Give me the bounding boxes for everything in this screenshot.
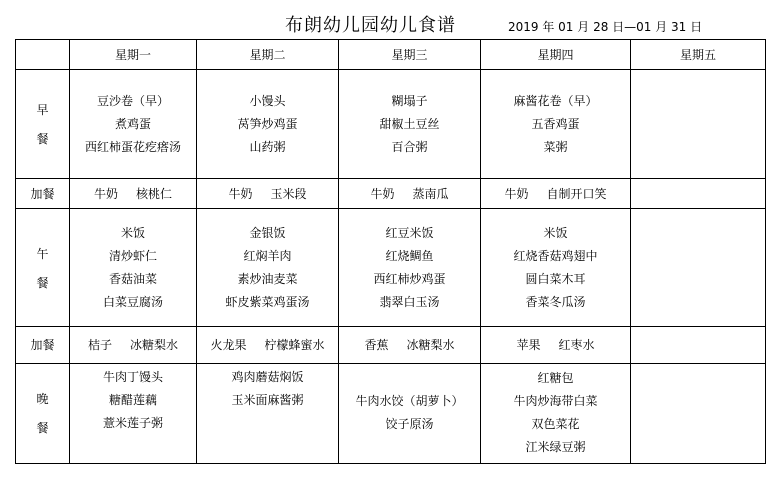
meal-label-char: 午 [36,246,49,261]
menu-cell [631,70,766,179]
menu-cell [481,363,631,463]
dish: 香菜冬瓜汤 [525,294,586,309]
meal-label-char: 餐 [36,421,49,436]
dish: 牛肉水饺（胡萝卜） [355,394,464,409]
menu-cell [339,326,481,363]
day-header: 星期五 [631,40,766,70]
dish: 糊塌子 [391,93,428,108]
snack2-row [16,326,766,363]
menu-cell [70,70,197,179]
dish: 小馒头 [249,93,286,108]
menu-cell [197,209,339,326]
dish: 米饭 [543,225,568,240]
dish: 清炒虾仁 [108,248,157,263]
dish: 自制开口笑 [546,187,607,202]
menu-cell [197,326,339,363]
dish: 圆白菜木耳 [525,271,586,286]
menu-cell [339,209,481,326]
meal-label-char: 晚 [36,392,49,407]
meal-label-dinner [16,363,70,463]
dish: 薏米莲子粥 [102,415,163,430]
dish: 牛奶 [228,187,253,202]
meal-label-char: 餐 [36,275,49,290]
dish: 白菜豆腐汤 [102,294,163,309]
dish: 牛奶 [93,187,118,202]
dish: 米饭 [120,225,145,240]
dish: 莴笋炒鸡蛋 [237,116,298,131]
dish: 牛肉丁馒头 [102,369,163,384]
menu-cell [70,363,197,463]
menu-cell [339,363,481,463]
menu-table [15,39,766,464]
dish: 糖醋莲藕 [108,392,157,407]
menu-cell [197,70,339,179]
corner-cell [16,40,70,70]
dish: 西红柿炒鸡蛋 [373,271,446,286]
dish: 香菇油菜 [108,271,157,286]
day-header: 星期四 [481,40,631,70]
dish: 柠檬蜂蜜水 [264,338,325,353]
dish: 金银饭 [249,225,286,240]
dish: 五香鸡蛋 [531,116,580,131]
day-header: 星期三 [339,40,481,70]
dish: 百合粥 [391,139,428,154]
dish: 牛奶 [504,187,529,202]
dish: 菜粥 [543,139,568,154]
meal-label-snack: 加餐 [16,326,70,363]
dish: 麻酱花卷（早） [513,93,598,108]
meal-label-breakfast [16,70,70,179]
dish: 红烧香菇鸡翅中 [513,248,598,263]
date-range: 2019 年 01 月 28 日—01 月 31 日 [508,20,703,34]
dish: 核桃仁 [136,187,173,202]
dish: 牛奶 [370,187,395,202]
menu-cell [70,209,197,326]
dish: 红豆米饭 [385,225,434,240]
dish: 红焖羊肉 [243,248,292,263]
menu-cell [339,70,481,179]
dish: 豆沙卷（早） [96,93,169,108]
menu-cell [631,326,766,363]
dish: 红烧鲷鱼 [385,248,434,263]
menu-cell [481,209,631,326]
day-header: 星期一 [70,40,197,70]
page-title: 布朗幼儿园幼儿食谱 [285,15,456,36]
dish: 鸡肉蘑菇焖饭 [231,369,304,384]
dish: 红糖包 [537,371,574,386]
menu-cell [197,363,339,463]
dish: 牛肉炒海带白菜 [513,394,598,409]
menu-cell [70,179,197,209]
dish: 饺子原汤 [385,417,434,432]
menu-cell [631,209,766,326]
meal-label-snack: 加餐 [16,179,70,209]
menu-cell [631,363,766,463]
dish: 冰糖梨水 [406,338,455,353]
meal-label-char: 早 [36,103,49,118]
dish: 桔子 [87,338,112,353]
meal-label-char: 餐 [36,132,49,147]
dish: 冰糖梨水 [130,338,179,353]
menu-cell [481,179,631,209]
dish: 素炒油麦菜 [237,271,298,286]
dish: 玉米段 [270,187,307,202]
dinner-row [16,363,766,463]
snack1-row [16,179,766,209]
dish: 江米绿豆粥 [525,440,586,455]
dish: 煮鸡蛋 [114,116,151,131]
dish: 苹果 [516,338,541,353]
menu-cell [339,179,481,209]
dish: 山药粥 [249,139,286,154]
dish: 甜椒土豆丝 [379,116,440,131]
dish: 西红柿蛋花疙瘩汤 [84,139,181,154]
menu-cell [631,179,766,209]
meal-label-lunch [16,209,70,326]
dish: 红枣水 [558,338,595,353]
menu-cell [197,179,339,209]
menu-cell [70,326,197,363]
dish: 蒸南瓜 [412,187,449,202]
dish: 玉米面麻酱粥 [231,392,304,407]
menu-cell [481,326,631,363]
dish: 双色菜花 [531,417,580,432]
breakfast-row [16,70,766,179]
day-header: 星期二 [197,40,339,70]
header-row [16,40,766,70]
dish: 香蕉 [364,338,389,353]
dish: 翡翠白玉汤 [379,294,440,309]
dish: 火龙果 [210,338,247,353]
menu-cell [481,70,631,179]
lunch-row [16,209,766,326]
dish: 虾皮紫菜鸡蛋汤 [225,294,310,309]
